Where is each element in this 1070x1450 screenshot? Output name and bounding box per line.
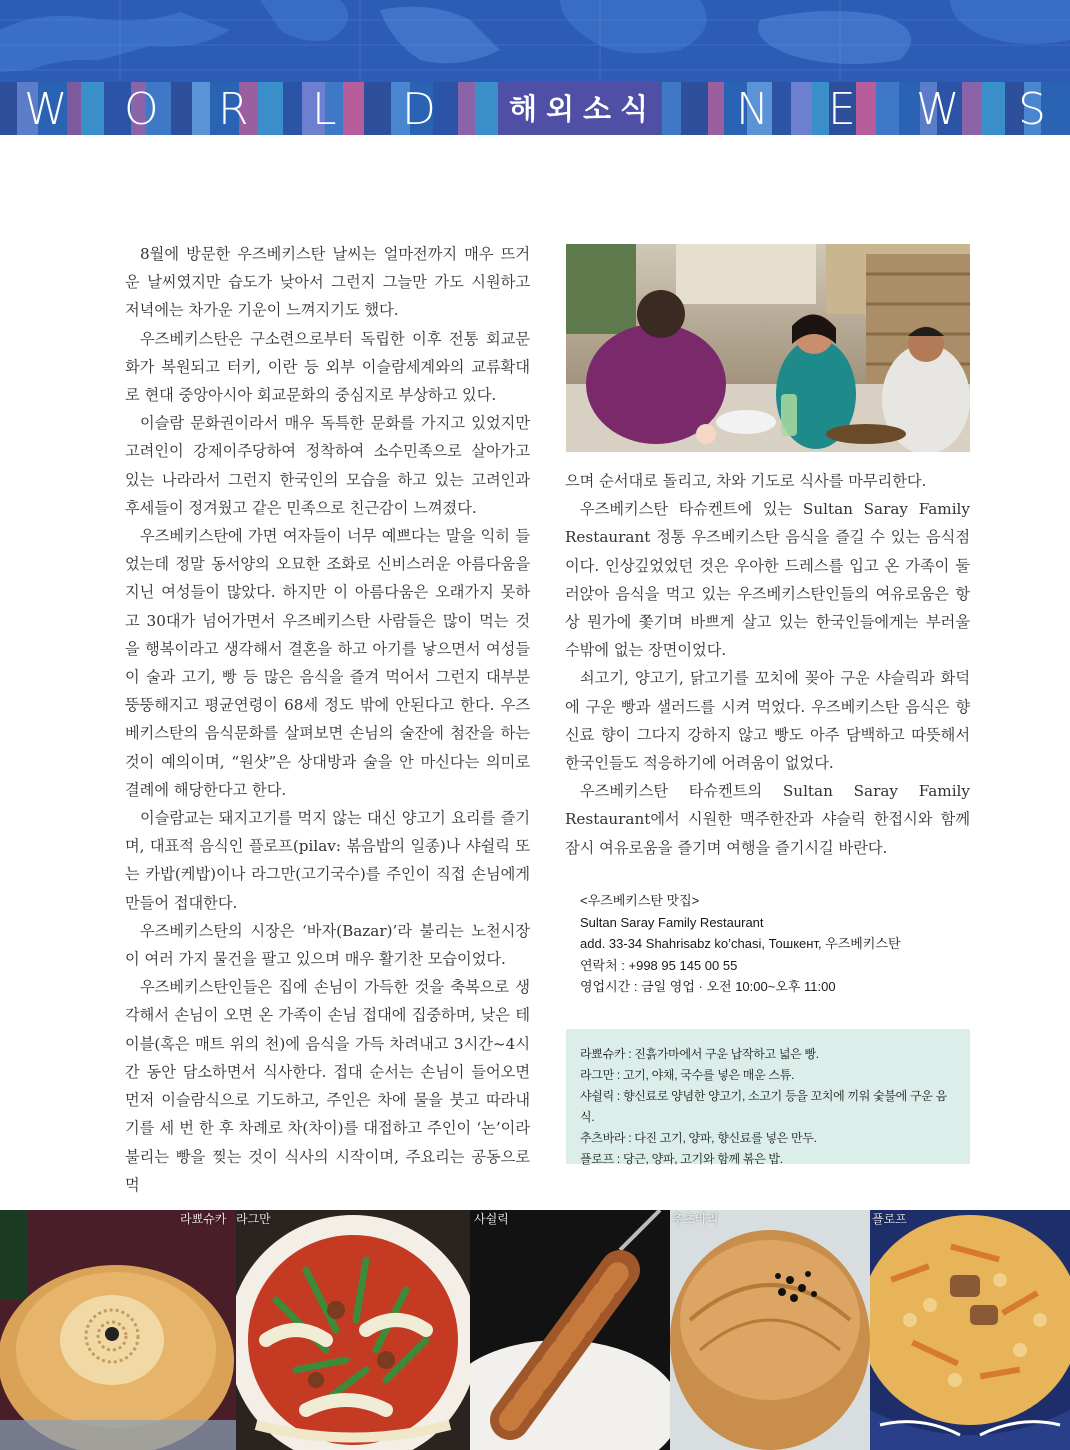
food-glossary-box bbox=[566, 1029, 970, 1164]
article-paragraph: 이슬람교는 돼지고기를 먹지 않는 대신 양고기 요리를 즐기며, 대표적 음식인 플로프(pilav: 볶음밥의 일종)나 샤쉴릭 또는 카밥(케밥)이나 라그만(고기국수)를 주인이 직접 손님에게 만들어 접대한다. bbox=[125, 809, 530, 912]
article-left-column bbox=[125, 240, 530, 1199]
glossary-item: 라그만 : 고기, 야채, 국수를 넣은 매운 스튜. bbox=[580, 1068, 795, 1082]
article-paragraph: 쇠고기, 양고기, 닭고기를 꼬치에 꽂아 구운 샤슬릭과 화덕에 구운 빵과 샐러드를 시켜 먹었다. 우즈베키스탄 음식은 향신료 향이 그다지 강하지 않고 빵도 아주 담백하고 따뜻해서 한국인들도 적응하기에 어려움이 없었다. bbox=[565, 669, 970, 773]
article-paragraph: 이슬람 문화권이라서 매우 독특한 문화를 가지고 있었지만 고려인이 강제이주당하여 정착하여 소수민족으로 살아가고 있는 나라라서 그런지 한국인의 모습을 하고 있는 고려인과 후세들이 정겨웠고 같은 민족으로 친근감이 느껴졌다. bbox=[125, 414, 530, 517]
food-label: 플로프 bbox=[872, 1212, 907, 1226]
banner-letter: L bbox=[312, 84, 337, 135]
world-news-letters bbox=[0, 82, 1070, 135]
banner-letter: E bbox=[828, 84, 856, 135]
shashlik-photo bbox=[470, 1210, 670, 1450]
world-news-banner bbox=[0, 0, 1070, 135]
article-paragraph: 우즈베키스탄에 가면 여자들이 너무 예쁘다는 말을 익히 들었는데 정말 동서양의 오묘한 조화로 신비스러운 아름다움을 지닌 여성들이 많았다. 하지만 이 아름다움은 오래가지 못하고 30대가 넘어가면서 우즈베키스탄 사람들은 많이 먹는 것을 행복이라고 생각해서 결혼을 하고 아기를 낳으면서 여성들이 술과 고기, 빵 등 많은 음식을 즐겨 먹어서 그런지 대부분 뚱뚱해지고 평균연령이 68세 정도 밖에 안된다고 한다. 우즈베키스탄의 음식문화를 살펴보면 손님의 술잔에 첨잔을 하는 것이 예의이며, “원샷”은 상대방과 술을 안 마신다는 의미로 결례에 해당한다고 한다. bbox=[125, 527, 530, 799]
world-map-graphic bbox=[0, 0, 1070, 82]
info-heading: <우즈베키스탄 맛집> bbox=[580, 893, 700, 908]
article-paragraph: 우즈베키스탄 타슈켄트의 Sultan Saray Family Restaurant에서 시원한 맥주한잔과 샤슬릭 한접시와 함께 잠시 여유로움을 즐기며 여행을 즐기시길 바란다. bbox=[565, 782, 970, 857]
glossary-item: 라뾰슈카 : 진흙가마에서 구운 납작하고 넓은 빵. bbox=[580, 1047, 819, 1061]
article-right-column bbox=[565, 467, 970, 862]
banner-letter: R bbox=[218, 84, 249, 135]
food-label: 라그만 bbox=[236, 1212, 271, 1226]
article-paragraph: 8월에 방문한 우즈베키스탄 날씨는 얼마전까지 매우 뜨거운 날씨였지만 습도가 낮아서 그런지 그늘만 가도 시원하고 저녁에는 차가운 기운이 느껴지기도 했다. bbox=[125, 245, 530, 320]
article-paragraph: 으며 순서대로 돌리고, 차와 기도로 식사를 마무리한다. bbox=[565, 472, 927, 490]
banner-letter: W bbox=[916, 84, 960, 135]
food-label: 추츠바리 bbox=[672, 1212, 719, 1226]
banner-letter: W bbox=[24, 84, 68, 135]
article-paragraph: 우즈베키스탄의 시장은 ‘바자(Bazar)’라 불리는 노천시장이 여러 가지 물건을 팔고 있으며 매우 활기찬 모습이었다. bbox=[125, 921, 530, 969]
banner-letter: O bbox=[124, 84, 159, 135]
lagman-photo bbox=[236, 1210, 470, 1450]
food-photo-strip bbox=[0, 1210, 1070, 1450]
restaurant-address: add. 33-34 Shahrisabz ko’chasi, Тошкент, 우즈베키스탄 bbox=[580, 936, 901, 951]
article-paragraph: 우즈베키스탄인들은 집에 손님이 가득한 것을 축복으로 생각해서 손님이 오면 온 가족이 손님 접대에 집중하며, 낮은 테이블(혹은 매트 위의 천)에 음식을 가득 차려내고 3시간~4시간 동안 담소하면서 식사한다. 접대 순서는 손님이 들어오면 먼저 이슬람식으로 기도하고, 주인은 차에 물을 붓고 따라내기를 세 번 한 후 차례로 차(차이)를 대접하고 주인이 ‘논’이라 불리는 빵을 찢는 것이 식사의 시작이며, 주요리는 공동으로 먹 bbox=[125, 978, 530, 1194]
restaurant-photo bbox=[566, 244, 970, 452]
article-paragraph: 우즈베키스탄 타슈켄트에 있는 Sultan Saray Family Restaurant 정통 우즈베키스탄 음식을 즐길 수 있는 음식점이다. 인상깊었었던 것은 우아한 드레스를 입고 온 가족이 둘러앉아 음식을 먹고 있는 우즈베키스탄인들의 여유로움은 항상 뭔가에 쫓기며 바쁘게 살고 있는 한국인들에게는 부러울 수밖에 없는 장면이었다. bbox=[565, 500, 970, 660]
banner-letter: D bbox=[402, 84, 436, 135]
glossary-item: 샤쉴릭 : 향신료로 양념한 양고기, 소고기 등을 꼬치에 끼워 숯불에 구운 음식. bbox=[580, 1089, 947, 1124]
article-paragraph: 우즈베키스탄은 구소련으로부터 독립한 이후 전통 회교문화가 복원되고 터키, 이란 등 외부 이슬람세계와의 교류확대로 현대 중앙아시아 회교문화의 중심지로 부상하고 있다. bbox=[125, 329, 530, 405]
restaurant-info bbox=[580, 890, 970, 998]
restaurant-phone: 연락처 : +998 95 145 00 55 bbox=[580, 957, 738, 973]
chuchvara-photo bbox=[670, 1210, 870, 1450]
glossary-item: 플로프 : 당근, 양파, 고기와 함께 볶은 밥. bbox=[580, 1152, 783, 1166]
restaurant-hours: 영업시간 : 금일 영업 · 오전 10:00~오후 11:00 bbox=[580, 979, 836, 994]
food-label: 사쉴릭 bbox=[474, 1212, 509, 1226]
lepyoshka-photo bbox=[0, 1210, 236, 1450]
banner-letter: S bbox=[1018, 84, 1046, 135]
restaurant-name: Sultan Saray Family Restaurant bbox=[580, 914, 764, 930]
banner-letter: N bbox=[736, 84, 769, 135]
section-title: 해외소식 bbox=[508, 92, 658, 126]
plov-photo bbox=[870, 1210, 1070, 1450]
glossary-item: 추츠바라 : 다진 고기, 양파, 향신료를 넣은 만두. bbox=[580, 1131, 817, 1145]
food-label: 라뾰슈카 bbox=[180, 1212, 227, 1226]
